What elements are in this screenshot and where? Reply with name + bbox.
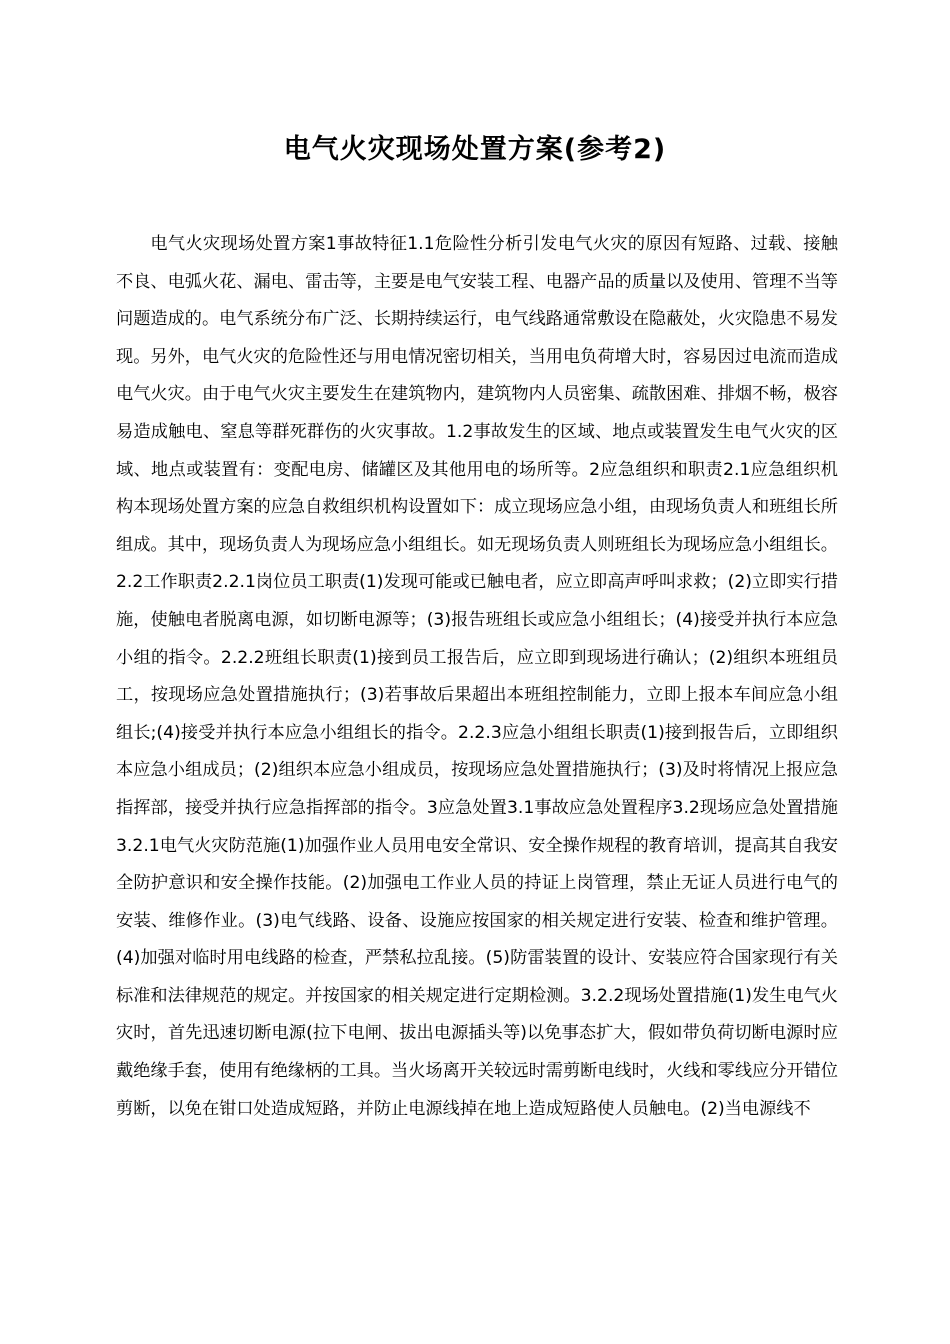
document-title: 电气火灾现场处置方案(参考2) (283, 134, 667, 165)
document-body-paragraph: 电气火灾现场处置方案1事故特征1.1危险性分析引发电气火灾的原因有短路、过载、接触不良、电弧火花、漏电、雷击等，主要是电气安装工程、电器产品的质量以及使用、管理不当等问题造成的。电气系统分布广泛、长期持续运行，电气线路通常敷设在隐蔽处，火灾隐患不易发现。另外，电气火灾的危险性还与用电情况密切相关，当用电负荷增大时，容易因过电流而造成电气火灾。由于电气火灾主要发生在建筑物内，建筑物内人员密集、疏散困难、排烟不畅，极容易造成触电、窒息等群死群伤的火灾事故。1.2事故发生的区域、地点或装置发生电气火灾的区域、地点或装置有：变配电房、储罐区及其他用电的场所等。2应急组织和职责2.1应急组织机构本现场处置方案的应急自救组织机构设置如下：成立现场应急小组，由现场负责人和班组长所组成。其中，现场负责人为现场应急小组组长。如无现场负责人则班组长为现场应急小组组长。2.2工作职责2.2.1岗位员工职责(1)发现可能或已触电者，应立即高声呼叫求救；(2)立即实行措施，使触电者脱离电源，如切断电源等；(3)报告班组长或应急小组组长；(4)接受并执行本应急小组的指令。2.2.2班组长职责(1)接到员工报告后，应立即到现场进行确认；(2)组织本班组员工，按现场应急处置措施执行；(3)若事故后果超出本班组控制能力，立即上报本车间应急小组组长;(4)接受并执行本应急小组组长的指令。2.2.3应急小组组长职责(1)接到报告后，立即组织本应急小组成员；(2)组织本应急小组成员，按现场应急处置措施执行；(3)及时将情况上报应急指挥部，接受并执行应急指挥部的指令。3应急处置3.1事故应急处置程序3.2现场应急处置措施3.2.1电气火灾防范施(1)加强作业人员用电安全常识、安全操作规程的教育培训，提高其自我安全防护意识和安全操作技能。(2)加强电工作业人员的持证上岗管理，禁止无证人员进行电气的安装、维修作业。(3)电气线路、设备、设施应按国家的相关规定进行安装、检查和维护管理。(4)加强对临时用电线路的检查，严禁私拉乱接。(5)防雷装置的设计、安装应符合国家现行有关标准和法律规范的规定。并按国家的相关规定进行定期检测。3.2.2现场处置措施(1)发生电气火灾时，首先迅速切断电源(拉下电闸、拔出电源插头等)以免事态扩大，假如带负荷切断电源时应戴绝缘手套，使用有绝缘柄的工具。当火场离开关较远时需剪断电线时，火线和零线应分开错位剪断，以免在钳口处造成短路，并防止电源线掉在地上造成短路使人员触电。(2)当电源线不 (116, 234, 838, 1119)
